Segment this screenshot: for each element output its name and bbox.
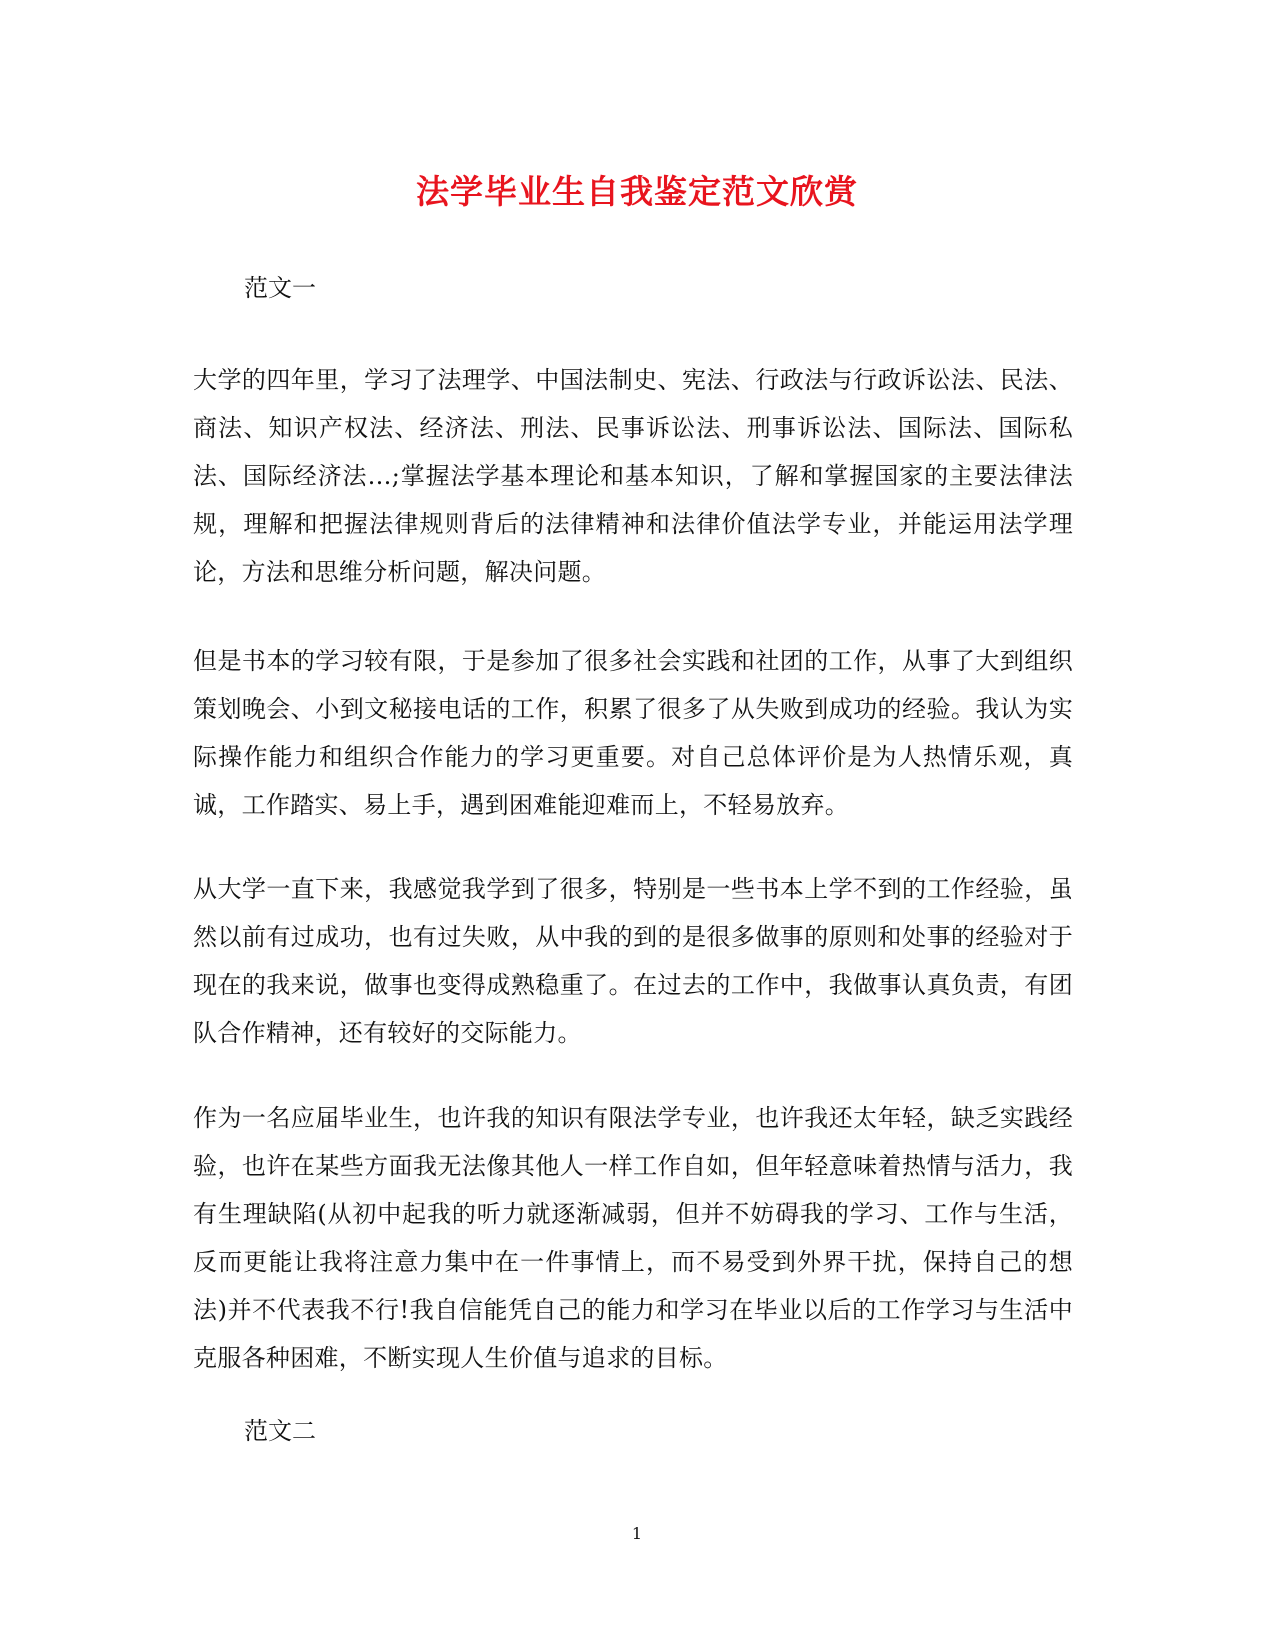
document-title: 法学毕业生自我鉴定范文欣赏	[416, 172, 858, 211]
section-label-2: 范文二	[244, 1417, 316, 1445]
page-number: 1	[631, 1524, 643, 1543]
section-label-1: 范文一	[244, 274, 316, 302]
paragraph-3: 从大学一直下来，我感觉我学到了很多，特别是一些书本上学不到的工作经验，虽然以前有过成功，也有过失败，从中我的到的是很多做事的原则和处事的经验对于现在的我来说，做事也变得成熟稳重了。在过去的工作中，我做事认真负责，有团队合作精神，还有较好的交际能力。	[193, 875, 1073, 1047]
paragraph-2: 但是书本的学习较有限，于是参加了很多社会实践和社团的工作，从事了大到组织策划晚会、小到文秘接电话的工作，积累了很多了从失败到成功的经验。我认为实际操作能力和组织合作能力的学习更重要。对自己总体评价是为人热情乐观，真诚，工作踏实、易上手，遇到困难能迎难而上，不轻易放弃。	[193, 647, 1073, 819]
paragraph-4: 作为一名应届毕业生，也许我的知识有限法学专业，也许我还太年轻，缺乏实践经验，也许在某些方面我无法像其他人一样工作自如，但年轻意味着热情与活力，我有生理缺陷(从初中起我的听力就逐渐减弱，但并不妨碍我的学习、工作与生活，反而更能让我将注意力集中在一件事情上，而不易受到外界干扰，保持自己的想法)并不代表我不行!我自信能凭自己的能力和学习在毕业以后的工作学习与生活中克服各种困难，不断实现人生价值与追求的目标。	[193, 1104, 1073, 1372]
paragraph-1: 大学的四年里，学习了法理学、中国法制史、宪法、行政法与行政诉讼法、民法、商法、知识产权法、经济法、刑法、民事诉讼法、刑事诉讼法、国际法、国际私法、国际经济法…;掌握法学基本理论和基本知识，了解和掌握国家的主要法律法规，理解和把握法律规则背后的法律精神和法律价值法学专业，并能运用法学理论，方法和思维分析问题，解决问题。	[193, 366, 1073, 586]
